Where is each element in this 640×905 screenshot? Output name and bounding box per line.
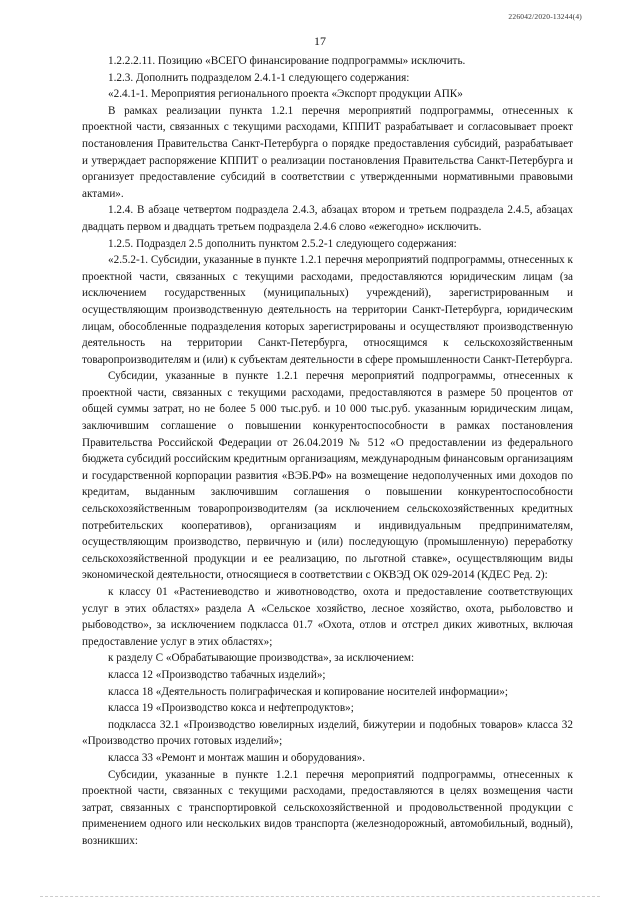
page-number: 17 — [314, 34, 326, 48]
document-id: 226042/2020-13244(4) — [508, 12, 582, 21]
paragraph-1-2-2-2-11: 1.2.2.2.11. Позицию «ВСЕГО финансирование подпрограммы» исключить. — [108, 55, 466, 67]
paragraph-transport-costs: Субсидии, указанные в пункте 1.2.1 перечня мероприятий подпрограммы, отнесенных к проектной части, связанных с текущими расходами, предоставляются в целях возмещения части затрат, связанных с транспортировкой сельскохозяйственной и продовольственной продукции с применением одного или нескольких видов транспорта (железнодорожный, автомобильный, водный), возникших: — [82, 768, 573, 847]
list-item-class-18: класса 18 «Деятельность полиграфическая и копирование носителей информации»; — [108, 685, 508, 698]
paragraph-1-2-3: 1.2.3. Дополнить подразделом 2.4.1-1 следующего содержания: — [108, 71, 410, 84]
list-item-class-19: класса 19 «Производство кокса и нефтепродуктов»; — [108, 702, 354, 715]
list-item-class-01: к классу 01 «Растениеводство и животноводство, охота и предоставление соответствующих услуг в этих областях» раздела А «Сельское хозяйство, лесное хозяйство, охота, рыболовство и рыбоводство», за исключением подкласса 01.7 «Охота, отлов и отстрел диких животных, включая предоставление услуг в этих областях»; — [82, 586, 573, 648]
document-body — [82, 53, 573, 850]
list-item-class-33: класса 33 «Ремонт и монтаж машин и оборудования». — [108, 751, 365, 764]
paragraph-subsidy-amount: Субсидии, указанные в пункте 1.2.1 перечня мероприятий подпрограммы, отнесенных к проектной части, связанных с текущими расходами, предоставляются в размере 50 процентов от общей суммы затрат, но не более 5 000 тыс.руб. и 10 000 тыс.руб. указанным юридическим лицам, заключившим соглашение о повышении конкурентоспособности в рамках постановления Правительства Российской Федерации от 26.04.2019 № 512 «О предоставлении из федерального бюджета субсидий российским кредитным организациям, международным финансовым организациям и государственной корпорации развития «ВЭБ.РФ» на возмещение недополученных ими доходов по кредитам, выданным заключившим соглашения о повышении конкурентоспособности сельскохозяйственным товаропроизводителям (за исключением сельскохозяйственных кредитных потребительских кооперативов), организациям и индивидуальным предпринимателям, осуществляющим производство, первичную и (или) последующую (промышленную) переработку сельскохозяйственной продукции и ее реализацию, по льготной ставке», осуществляющим виды экономической деятельности, относящиеся в соответствии с ОКВЭД ОК 029-2014 (КДЕС Ред. 2): — [82, 370, 573, 582]
list-item-subclass-32-1: подкласса 32.1 «Производство ювелирных изделий, бижутерии и подобных товаров» класса 32 «Производство прочих готовых изделий»; — [82, 718, 573, 748]
subsection-heading-2-4-1-1: «2.4.1-1. Мероприятия регионального проекта «Экспорт продукции АПК» — [108, 88, 463, 101]
list-item-section-c: к разделу С «Обрабатывающие производства», за исключением: — [108, 652, 415, 665]
list-item-class-12: класса 12 «Производство табачных изделий»; — [108, 668, 326, 681]
paragraph-1-2-4: 1.2.4. В абзаце четвертом подраздела 2.4.3, абзацах втором и третьем подраздела 2.4.5, абзацах двадцать первом и двадцать третьем подраздела 2.4.6 слово «ежегодно» исключить. — [82, 204, 573, 233]
paragraph-2-5-2-1: «2.5.2-1. Субсидии, указанные в пункте 1.2.1 перечня мероприятий подпрограммы, отнесенных к проектной части, связанных с текущими расходами, предоставляются юридическим лицам (за исключением государственных (муниципальных) учреждений), зарегистрированным и осуществляющим производственную деятельность на территории Санкт-Петербурга, юридическим лицам, обособленные подразделения которых зарегистрированы и осуществляют производственную деятельность на территории Санкт-Петербурга, относящимся к сельскохозяйственным товаропроизводителям и (или) к субъектам деятельности в сфере промышленности Санкт-Петербурга. — [82, 254, 573, 366]
scan-edge-divider — [40, 896, 600, 897]
paragraph-1-2-5: 1.2.5. Подраздел 2.5 дополнить пунктом 2.5.2-1 следующего содержания: — [108, 237, 457, 250]
paragraph-kppit-subsidies: В рамках реализации пункта 1.2.1 перечня мероприятий подпрограммы, отнесенных к проектной части, связанных с текущими расходами, КППИТ разрабатывает и согласовывает проект постановления Правительства Санкт-Петербурга о порядке предоставления субсидий, разрабатывает и утверждает распоряжение КППИТ о реализации постановления Правительства Санкт-Петербурга и организует предоставление субсидий в соответствии с утвержденными нормативными правовыми актами». — [82, 104, 573, 200]
